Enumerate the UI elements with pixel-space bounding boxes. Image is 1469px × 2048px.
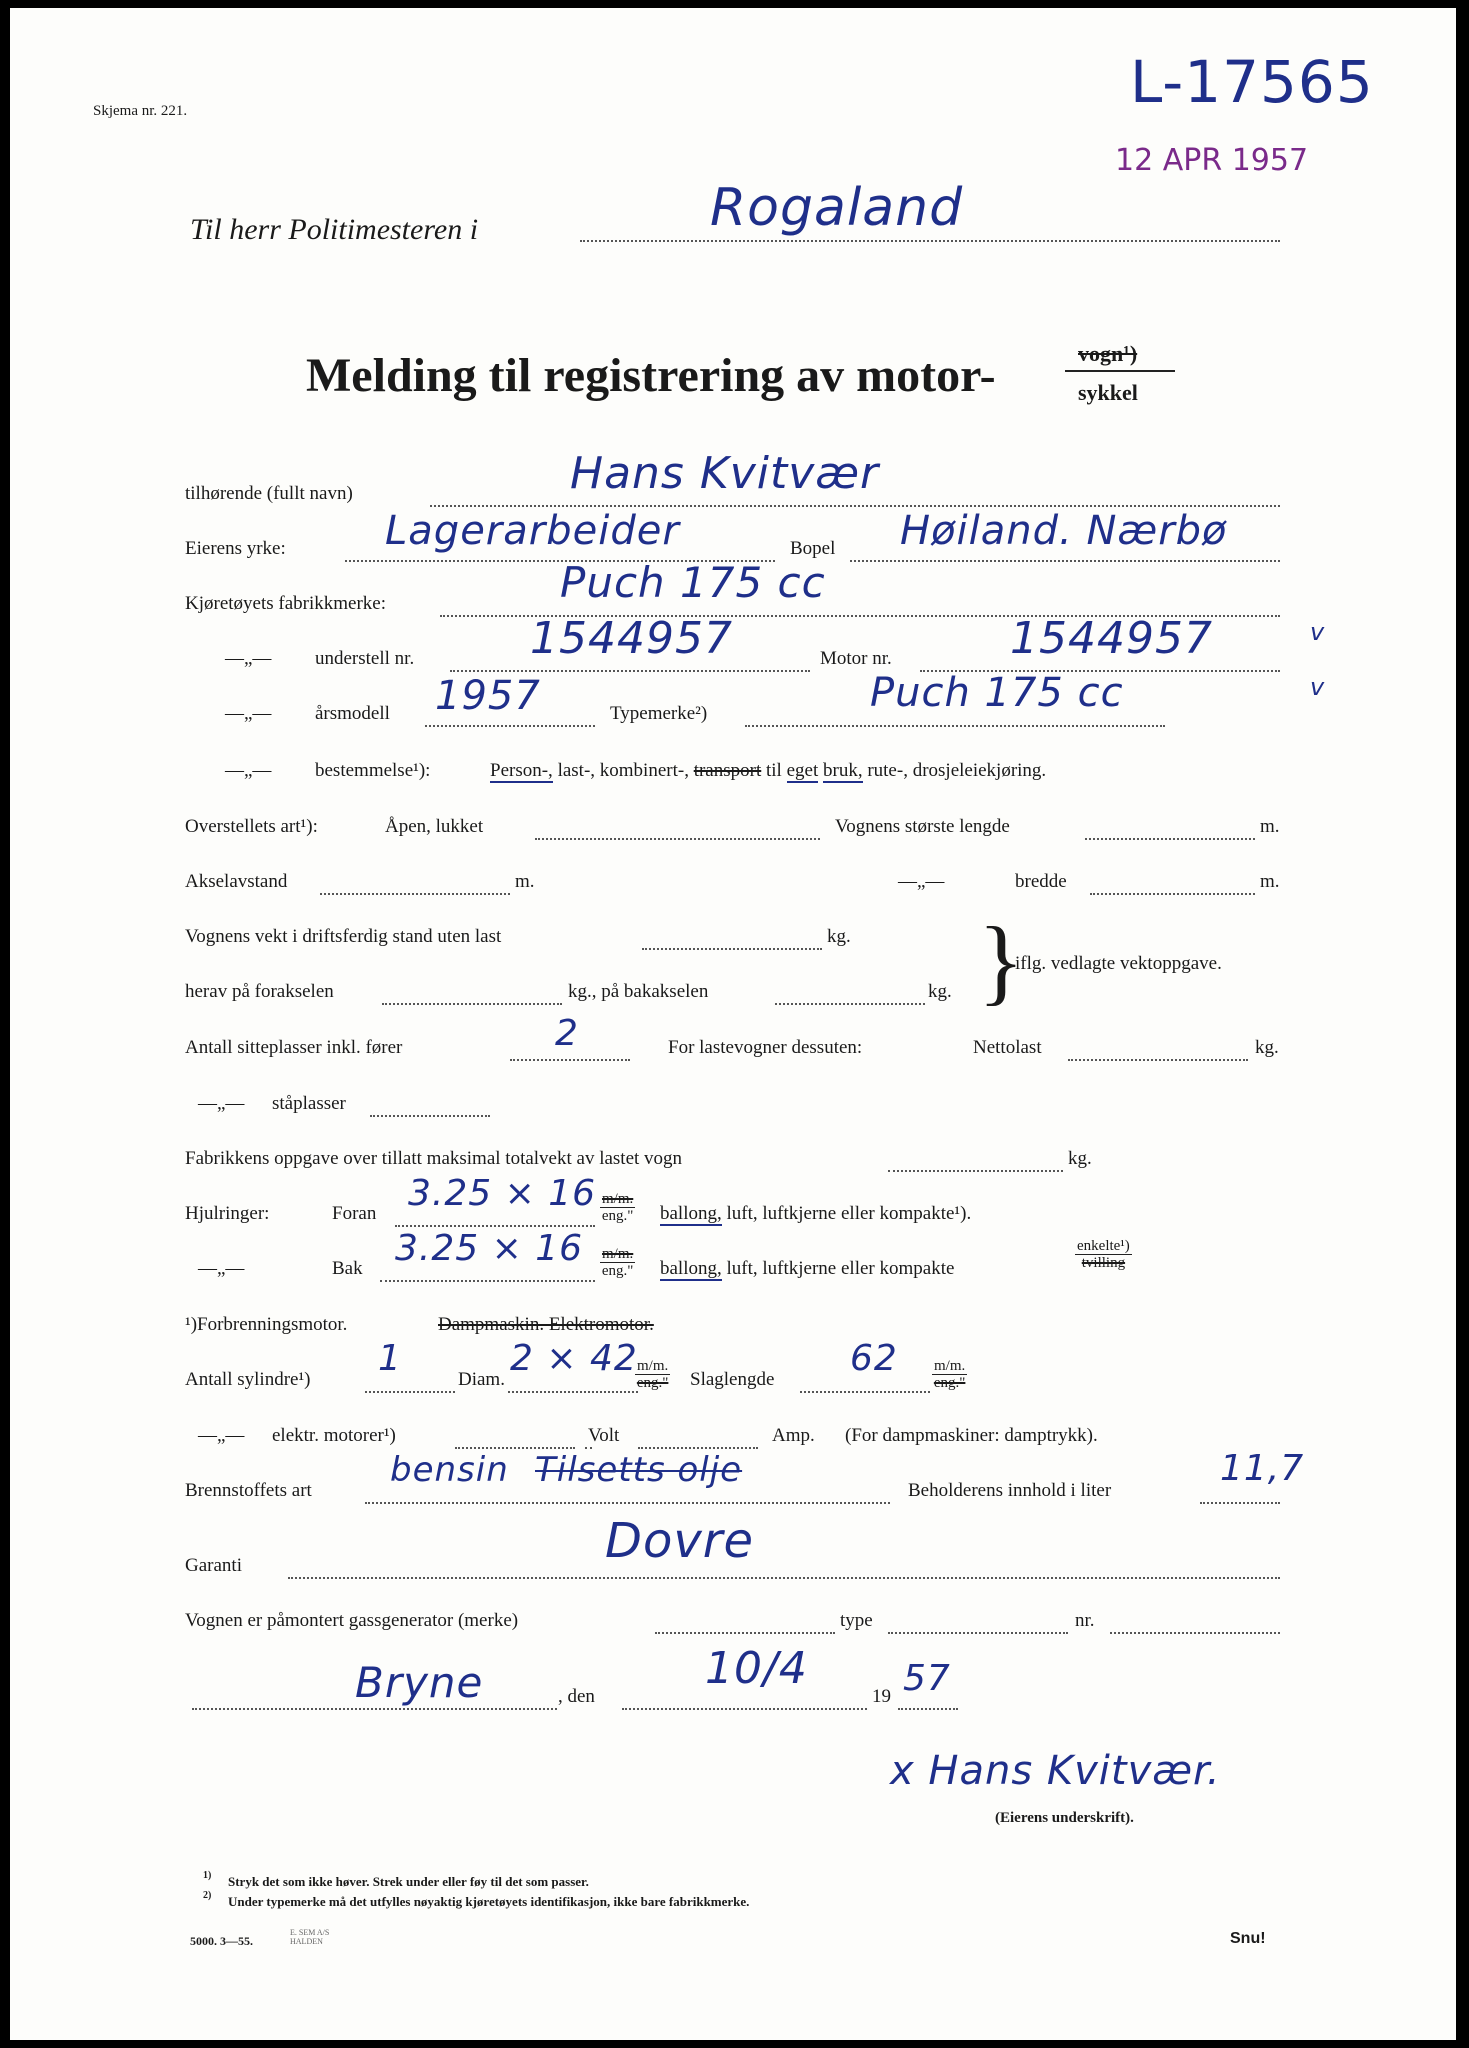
ditto-3: —„—: [225, 760, 272, 781]
occupation-label: Eierens yrke:: [185, 538, 286, 559]
residence-line: [850, 560, 1280, 562]
volt-pre-line: [585, 1447, 592, 1449]
tank-line: [1200, 1502, 1280, 1504]
diam-unit: m/m. eng.": [636, 1358, 669, 1391]
date-den: , den: [558, 1686, 595, 1707]
cylinders-value: 1: [378, 1338, 402, 1379]
standing-label: ståplasser: [272, 1093, 346, 1114]
axle-unit: m.: [515, 871, 535, 892]
type-label: Typemerke²): [610, 703, 708, 724]
year-line-sig: [898, 1708, 958, 1710]
print-code: 5000. 3—55.: [190, 1934, 253, 1948]
seats-line: [510, 1059, 630, 1061]
steam-note: (For dampmaskiner: damptrykk).: [845, 1425, 1098, 1446]
length-label: Vognens største lengde: [835, 816, 1010, 837]
net-line: [1068, 1059, 1248, 1061]
max-weight-line: [888, 1170, 1063, 1172]
date-year: 57: [903, 1658, 951, 1699]
check-mark-2: v: [1310, 673, 1326, 701]
fuel-label: Brennstoffets art: [185, 1480, 312, 1501]
year-value: 1957: [435, 673, 541, 719]
motor-label: Motor nr.: [820, 648, 892, 669]
date-century: 19: [872, 1686, 891, 1707]
body-type-value: Åpen, lukket: [385, 816, 484, 837]
rear-axle-label: kg., på bakakselen: [568, 981, 709, 1002]
chassis-value: 1544957: [530, 613, 733, 664]
date-value: 10/4: [705, 1643, 808, 1694]
purpose-end: rute-, drosjeleiekjøring.: [867, 760, 1047, 781]
file-number: L-17565: [1130, 48, 1374, 116]
wheels-rear-types: luft, luftkjerne eller kompakte: [726, 1258, 955, 1279]
engine-kind: ¹)Forbrenningsmotor.: [185, 1314, 348, 1335]
address-value: Rogaland: [710, 178, 964, 238]
signature-caption: (Eierens underskrift).: [995, 1810, 1134, 1826]
place-line: [192, 1708, 557, 1710]
ditto-6: —„—: [198, 1258, 245, 1279]
date-line: [622, 1708, 867, 1710]
gas-label: Vognen er påmontert gassgenerator (merke): [185, 1610, 519, 1631]
weight-brace: }: [978, 907, 1025, 1014]
front-axle-line: [382, 1003, 562, 1005]
form-title: Melding til registrering av motor-: [306, 349, 996, 402]
chassis-line: [450, 670, 810, 672]
weight-unit: kg.: [827, 926, 851, 947]
residence-label: Bopel: [790, 538, 836, 559]
freight-label: For lastevogner dessuten:: [668, 1037, 863, 1058]
body-type-label: Overstellets art¹):: [185, 816, 318, 837]
type-line: [745, 725, 1165, 727]
rear-axle-unit: kg.: [928, 981, 952, 1002]
address-label: Til herr Politimesteren i: [190, 213, 479, 246]
wheels-front-unit: m/m. eng.": [601, 1191, 634, 1224]
wheels-front-ballong: ballong,: [660, 1203, 722, 1224]
purpose-label: bestemmelse¹):: [315, 760, 431, 781]
length-unit: m.: [1260, 816, 1280, 837]
axle-line: [320, 893, 510, 895]
type-value: Puch 175 cc: [870, 670, 1124, 716]
width-label: bredde: [1015, 871, 1067, 892]
axle-label: Akselavstand: [185, 871, 288, 892]
motor-value: 1544957: [1010, 613, 1213, 664]
seats-value: 2: [555, 1013, 579, 1054]
check-mark-1: v: [1310, 618, 1326, 646]
ditto-7: —„—: [198, 1425, 245, 1446]
form-number: Skjema nr. 221.: [93, 103, 188, 119]
owner-signature: x Hans Kvitvær.: [890, 1748, 1221, 1794]
chassis-label: understell nr.: [315, 648, 415, 669]
owner-name-value: Hans Kvitvær: [570, 448, 880, 499]
wheels-front-line: [395, 1225, 595, 1227]
rear-axle-line: [775, 1003, 925, 1005]
net-unit: kg.: [1255, 1037, 1279, 1058]
footnote-2-mark: 2): [203, 1890, 212, 1901]
wheels-rear-label: Bak: [332, 1258, 363, 1279]
purpose-person: Person-,: [490, 760, 553, 781]
stroke-value: 62: [850, 1338, 898, 1379]
volt-line: [638, 1447, 758, 1449]
gas-type-line: [888, 1632, 1068, 1634]
tank-value: 11,7: [1220, 1448, 1305, 1489]
body-type-line: [535, 838, 820, 840]
amp-label: Amp.: [772, 1425, 815, 1446]
purpose-mid: last-, kombinert-,: [557, 760, 689, 781]
occupation-value: Lagerarbeider: [385, 508, 680, 554]
wheels-label: Hjulringer:: [185, 1203, 270, 1224]
stroke-unit: m/m. eng.": [933, 1358, 966, 1391]
stroke-line: [800, 1391, 930, 1393]
owner-name-line: [430, 505, 1280, 507]
standing-line: [370, 1115, 490, 1117]
wheels-mount: enkelte¹) tvilling: [1077, 1238, 1130, 1271]
place-value: Bryne: [355, 1658, 484, 1707]
front-axle-label: herav på forakselen: [185, 981, 334, 1002]
diam-label: Diam.: [458, 1369, 505, 1390]
electric-line: [455, 1447, 575, 1449]
wheels-rear-line: [380, 1280, 595, 1282]
ditto-2: —„—: [225, 703, 272, 724]
engine-kind-struck: Dampmaskin. Elektromotor.: [438, 1314, 654, 1335]
wheels-front-label: Foran: [332, 1203, 377, 1224]
gas-line: [655, 1632, 835, 1634]
footnote-1-mark: 1): [203, 1870, 212, 1881]
gas-nr-line: [1110, 1632, 1280, 1634]
volt-label: Volt: [588, 1425, 620, 1446]
year-line: [425, 725, 595, 727]
purpose-til: til: [766, 760, 782, 781]
footnote-2: Under typemerke må det utfylles nøyaktig kjøretøyets identifikasjon, ikke bare fabrikkmerke.: [228, 1894, 750, 1909]
seats-label: Antall sitteplasser inkl. fører: [185, 1037, 403, 1058]
title-option-struck: vogn¹): [1078, 341, 1138, 366]
stroke-label: Slaglengde: [690, 1369, 775, 1390]
footnote-1: Stryk det som ikke høver. Strek under eller føy til det som passer.: [228, 1874, 589, 1889]
guarantee-line: [288, 1577, 1280, 1579]
owner-name-label: tilhørende (fullt navn): [185, 483, 353, 504]
guarantee-label: Garanti: [185, 1555, 242, 1576]
form-page: [10, 8, 1456, 2040]
make-label: Kjøretøyets fabrikkmerke:: [185, 593, 387, 614]
ditto-5: —„—: [198, 1093, 245, 1114]
title-option-kept: sykkel: [1078, 380, 1138, 405]
received-stamp: 12 APR 1957: [1115, 143, 1309, 178]
turn-over-note: Snu!: [1230, 1930, 1266, 1947]
address-line: [580, 240, 1280, 242]
wheels-rear-value: 3.25 × 16: [395, 1228, 584, 1269]
printer-mark: E. SEM A/S HALDEN: [290, 1928, 330, 1946]
gas-nr-label: nr.: [1075, 1610, 1095, 1631]
wheels-rear-ballong: ballong,: [660, 1258, 722, 1279]
width-unit: m.: [1260, 871, 1280, 892]
weight-line: [642, 948, 822, 950]
fuel-struck: Tilsetts olje: [535, 1450, 743, 1490]
guarantee-value: Dovre: [605, 1513, 754, 1569]
cylinders-line: [365, 1391, 455, 1393]
purpose-transport: transport: [693, 760, 762, 781]
wheels-rear-unit: m/m. eng.": [601, 1246, 634, 1279]
year-label: årsmodell: [315, 703, 390, 724]
weight-note: iflg. vedlagte vektoppgave.: [1015, 953, 1222, 974]
diam-line: [508, 1391, 638, 1393]
ditto-4: —„—: [898, 871, 945, 892]
electric-label: elektr. motorer¹): [272, 1425, 396, 1446]
purpose-bruk: bruk,: [823, 760, 863, 781]
width-line: [1090, 893, 1255, 895]
gas-type-label: type: [840, 1610, 873, 1631]
max-weight-label: Fabrikkens oppgave over tillatt maksimal totalvekt av lastet vogn: [185, 1148, 683, 1169]
title-fraction-bar: [1065, 370, 1175, 372]
diam-value: 2 × 42: [510, 1338, 638, 1379]
tank-label: Beholderens innhold i liter: [908, 1480, 1112, 1501]
purpose-eget: eget: [786, 760, 819, 781]
length-line: [1085, 838, 1255, 840]
fuel-value: bensin: [390, 1450, 509, 1490]
residence-value: Høiland. Nærbø: [900, 508, 1228, 554]
wheels-front-value: 3.25 × 16: [408, 1173, 597, 1214]
fuel-line: [365, 1502, 890, 1504]
make-value: Puch 175 cc: [560, 558, 826, 607]
ditto-1: —„—: [225, 648, 272, 669]
net-label: Nettolast: [973, 1037, 1042, 1058]
weight-label: Vognens vekt i driftsferdig stand uten last: [185, 926, 502, 947]
max-weight-unit: kg.: [1068, 1148, 1092, 1169]
wheels-front-types: luft, luftkjerne eller kompakte¹).: [726, 1203, 972, 1224]
cylinders-label: Antall sylindre¹): [185, 1369, 311, 1390]
